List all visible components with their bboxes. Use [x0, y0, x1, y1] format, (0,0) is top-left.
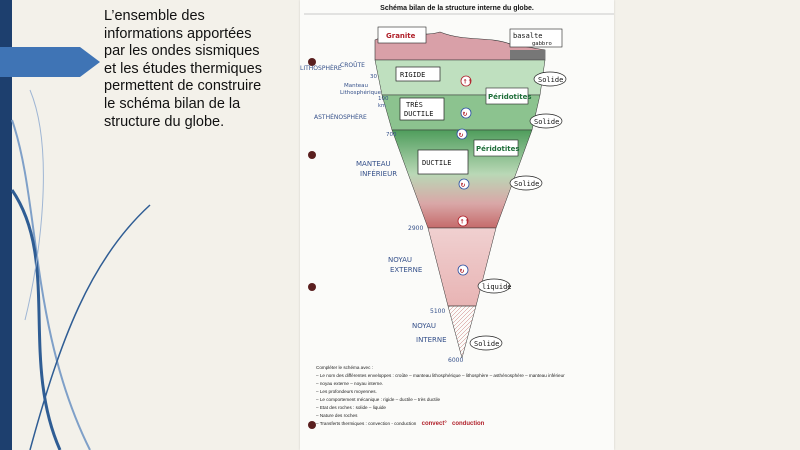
noyau-int-label: NOYAU: [412, 322, 437, 330]
depth-2900: 2900: [408, 225, 424, 232]
svg-text:↻: ↻: [462, 111, 468, 118]
instruction-line-4: – Etat des roches : solide – liquide: [316, 405, 386, 410]
solide-label-3: Solide: [514, 180, 540, 188]
svg-text:↻: ↻: [458, 132, 464, 139]
noyau-int-label-2: INTERNE: [416, 336, 447, 344]
instruction-line-5: – Nature des roches: [316, 413, 358, 418]
depth-700: 700: [386, 132, 397, 138]
solide-label-2: Solide: [534, 118, 560, 126]
solide-label-1: Solide: [538, 76, 564, 84]
worksheet-scan: [300, 0, 614, 450]
instruction-line-1b: – noyau externe – noyau interne.: [316, 381, 384, 386]
tres-label: TRÈS: [406, 101, 423, 109]
bullet-arrow-icon: [0, 47, 100, 77]
instruction-line-6-text: – Transferts thermiques : convection - conduction: [316, 421, 417, 426]
croute-label: CROÛTE: [340, 62, 365, 69]
convection-icon: [458, 265, 468, 275]
depth-100-unit: km: [378, 103, 386, 109]
peridotites-label-2: Péridotites: [476, 145, 520, 153]
legend-convection: convect°: [421, 421, 447, 427]
instruction-line-6: [316, 420, 616, 428]
ductile-label-1: DUCTILE: [404, 110, 434, 118]
convection-icon: [461, 108, 471, 118]
ductile-label-2: DUCTILE: [422, 159, 452, 167]
convection-icon: [459, 179, 469, 189]
rigide-label: RIGIDE: [400, 71, 426, 79]
instruction-line-3: – Le comportement mécanique : rigide – ductile – très ductile: [316, 397, 441, 402]
lithosphere-label: LITHOSPHÈRE: [300, 65, 342, 72]
svg-text:↻: ↻: [459, 268, 465, 275]
granite-label: Granite: [386, 32, 416, 40]
legend-conduction: conduction: [452, 421, 485, 427]
manteau-litho-label-2: Lithosphérique: [340, 90, 381, 96]
slide-body-text: L’ensemble des informations apportées par les ondes sismiques et les études thermiques permettent de construire le schéma bilan de la structure du globe.: [104, 8, 262, 130]
instruction-line-2: – Les profondeurs moyennes.: [316, 389, 377, 394]
worksheet-title: Schéma bilan de la structure interne du globe.: [380, 5, 534, 12]
noyau-ext-label: NOYAU: [388, 256, 413, 264]
instructions-heading: Compléter le schéma avec :: [316, 365, 373, 370]
asthenosphere-label: ASTHÉNOSPHÈRE: [314, 114, 367, 121]
noyau-ext-label-2: EXTERNE: [390, 266, 423, 274]
solide-label-4: Solide: [474, 340, 500, 348]
depth-30: 30: [370, 74, 377, 80]
instructions: [316, 364, 616, 428]
convection-icon: [457, 129, 467, 139]
manteau-inf-label-2: INFÉRIEUR: [360, 170, 398, 178]
depth-100: 100: [378, 96, 389, 102]
peridotites-label-1: Péridotites: [488, 93, 532, 101]
gabbro-label: gabbro: [532, 41, 552, 47]
oceanic-crust: [510, 50, 545, 60]
liquide-label: liquide: [482, 283, 512, 291]
inner-core: [448, 306, 476, 358]
manteau-inf-label: MANTEAU: [356, 160, 391, 168]
svg-text:↑↑: ↑↑: [459, 218, 470, 226]
depth-6000: 6000: [448, 357, 464, 364]
svg-text:↑↑: ↑↑: [462, 78, 473, 86]
basalte-label: basalte: [513, 32, 543, 40]
depth-5100: 5100: [430, 308, 446, 315]
svg-text:↻: ↻: [460, 182, 466, 189]
instruction-line-1: – Le nom des différentes enveloppes : croûte – manteau lithosphérique – lithosphère – asthénosphère – manteau inférieur: [316, 373, 565, 378]
manteau-litho-label: Manteau: [344, 83, 368, 89]
